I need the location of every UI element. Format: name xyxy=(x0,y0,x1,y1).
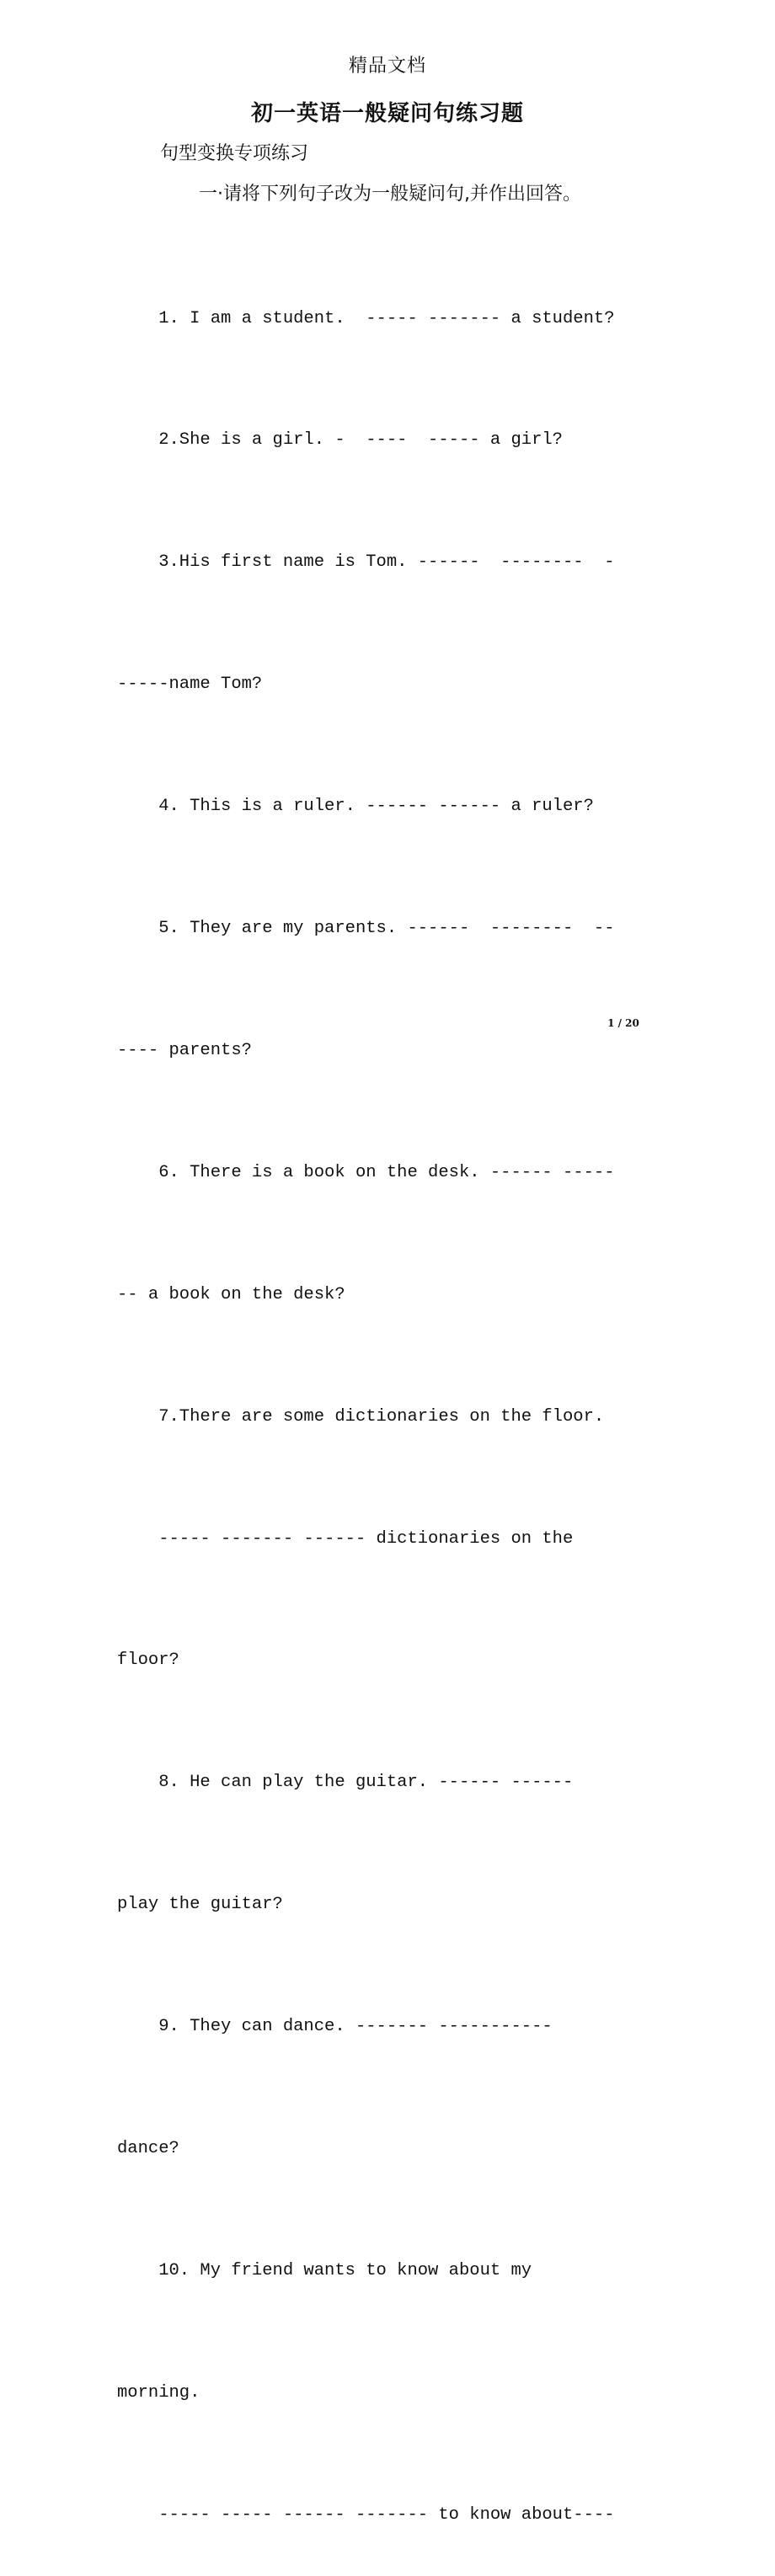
exercise-line: ---- parents? xyxy=(117,1040,252,1060)
exercise-line: 9. They can dance. ------- ----------- xyxy=(117,2017,553,2037)
exercise-instruction: 一·请将下列句子改为一般疑问句,并作出回答。 xyxy=(199,184,581,205)
exercise-line: 6. There is a book on the desk. ------ ----- xyxy=(117,1162,615,1182)
page-header: 精品文档 xyxy=(348,56,426,77)
exercise-line: -- a book on the desk? xyxy=(117,1284,345,1304)
exercise-line: 2.She is a girl. - ---- ----- a girl? xyxy=(117,430,563,451)
exercise-line: 8. He can play the guitar. ------ ------ xyxy=(117,1773,574,1793)
exercise-line: ----- ------- ------ dictionaries on the xyxy=(117,1528,574,1549)
exercise-list xyxy=(117,217,656,2576)
exercise-line: play the guitar? xyxy=(117,1895,283,1915)
exercise-line: 1. I am a student. ----- ------- a student? xyxy=(117,308,615,328)
exercise-line: 5. They are my parents. ------ -------- -- xyxy=(117,919,615,939)
exercise-line: dance? xyxy=(117,2138,179,2158)
exercise-line: -----name Tom? xyxy=(117,675,263,695)
page-number: 1 / 20 xyxy=(607,1017,639,1029)
exercise-line: morning. xyxy=(117,2382,200,2403)
exercise-line: ----- ----- ------ ------- to know about---- xyxy=(117,2504,615,2525)
section-subtitle: 句型变换专项练习 xyxy=(160,143,309,164)
exercise-line: floor? xyxy=(117,1651,179,1671)
exercise-line: 7.There are some dictionaries on the floor. xyxy=(117,1406,605,1427)
exercise-line: 3.His first name is Tom. ------ -------- - xyxy=(117,552,615,573)
document-title: 初一英语一般疑问句练习题 xyxy=(250,101,524,126)
exercise-line: 4. This is a ruler. ------ ------ a ruler? xyxy=(117,797,594,817)
exercise-line: 10. My friend wants to know about my xyxy=(117,2260,532,2280)
